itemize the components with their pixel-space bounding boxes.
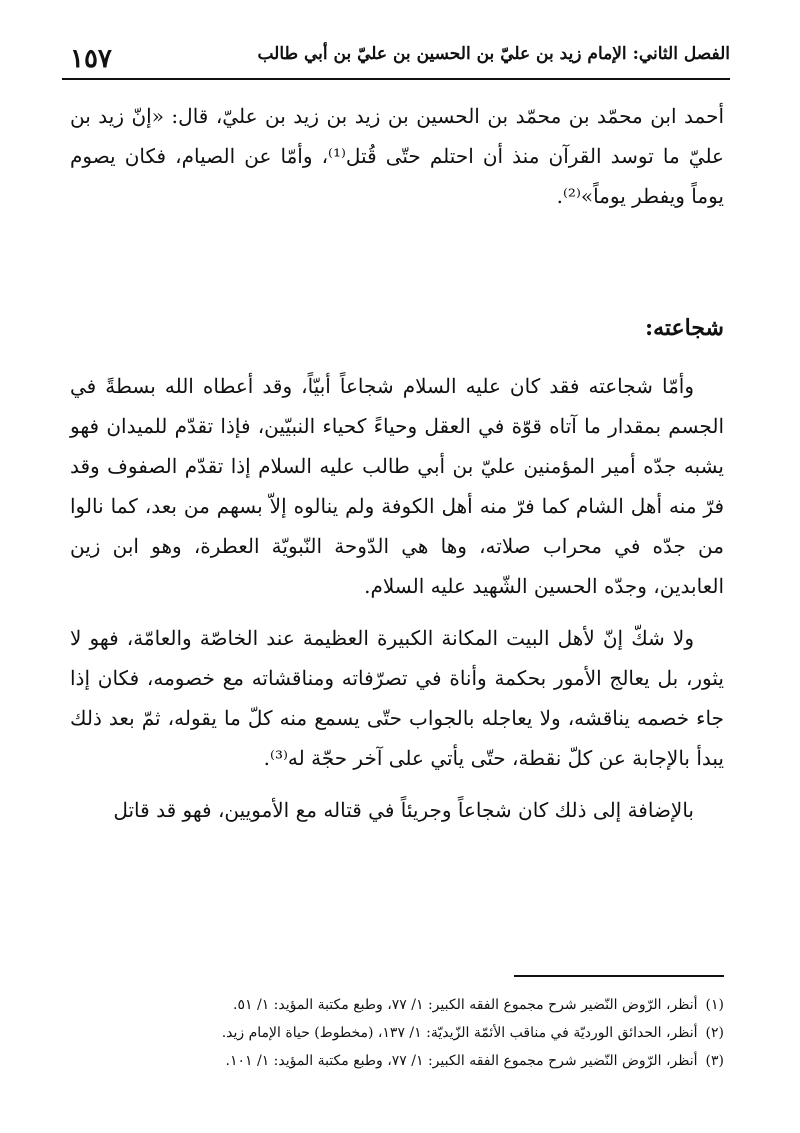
footnote-text: أنظر، الرّوض النّضير شرح مجموع الفقه الكبير: ١/ ٧٧، وطبع مكتبة المؤيد: ١/ ١٠١. — [225, 1053, 698, 1069]
footnote-divider — [514, 975, 724, 977]
paragraph-wisdom: ولا شكّ إنّ لأهل البيت المكانة الكبيرة العظيمة عند الخاصّة والعامّة، فهو لا يثور، بل يعالج الأمور بحكمة وأناة في تصرّفاته ومناقشاته مع خصومه، فكان إذا جاء خصمه يناقشه، ولا يعاجله بالجواب حتّى يسمع منه كلّ ما يقوله، ثمّ بعد ذلك يبدأ بالإجابة عن كلّ نقطة، حتّى يأتي على آخر حجّة له⁽³⁾. — [70, 626, 724, 770]
footnote-item — [70, 991, 724, 1019]
footnote-text: أنظر، الحدائق الورديّة في مناقب الأئمّة الزّيديّة: ١/ ١٣٧، (مخطوط) حياة الإمام زيد. — [221, 1025, 698, 1041]
paragraph-umayyads: بالإضافة إلى ذلك كان شجاعاً وجريئاً في قتاله مع الأمويين، فهو قد قاتل — [113, 798, 694, 822]
footnote-number: (٢) — [705, 1025, 724, 1041]
paragraph-courage: وأمّا شجاعته فقد كان عليه السلام شجاعاً أبيّاً، وقد أعطاه الله بسطةً في الجسم بمقدار ما آتاه قوّة في العقل وحياءً كحياء النبيّين، فإذا تقدّم للميدان فهو يشبه جدّه أمير المؤمنين عليّ بن أبي طالب عليه السلام إذا تقدّم الصفوف وقد فرّ منه أهل الشام كما فرّ منه أهل الكوفة ولم ينالوه إلاّ بسهم من بعد، كما نالوا من جدّه في محراب صلاته، وها هي الدّوحة النّبويّة العطرة، وهو ابن زين العابدين، وجدّه الحسين الشّهيد عليه السلام. — [70, 374, 724, 598]
footnotes — [70, 975, 724, 1075]
running-title: الفصل الثاني: الإمام زيد بن عليّ بن الحسين بن عليّ بن أبي طالب — [257, 44, 730, 64]
footnote-number: (١) — [705, 997, 724, 1013]
footnote-item — [70, 1047, 724, 1075]
page-number: ١٥٧ — [70, 44, 112, 74]
paragraph-hadith: أحمد ابن محمّد بن محمّد بن الحسين بن زيد بن زيد بن عليّ، قال: «إنّ زيد بن عليّ ما توسد القرآن منذ أن احتلم حتّى قُتل⁽¹⁾، وأمّا عن الصيام، فكان يصوم يوماً ويفطر يوماً»⁽²⁾. — [70, 104, 724, 208]
section-heading-courage: شجاعته: — [644, 315, 724, 341]
footnote-number: (٣) — [705, 1053, 724, 1069]
page-body — [70, 96, 724, 842]
footnote-text: أنظر، الرّوض النّضير شرح مجموع الفقه الكبير: ١/ ٧٧، وطبع مكتبة المؤيد: ١/ ٥١. — [233, 997, 698, 1013]
page-header — [62, 38, 730, 80]
footnote-item — [70, 1019, 724, 1047]
